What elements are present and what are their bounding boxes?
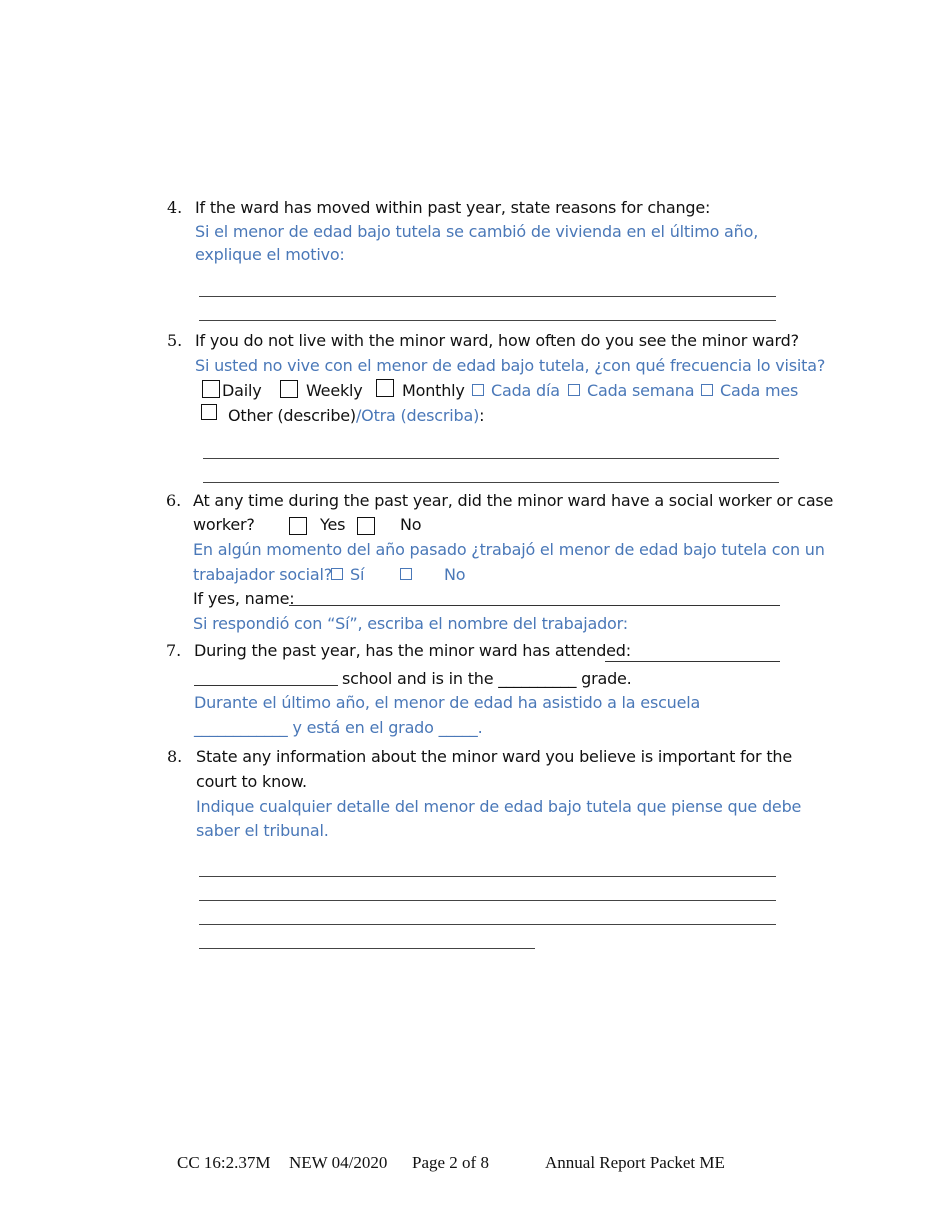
q8-answer-line-4[interactable] bbox=[199, 948, 535, 949]
q8-answer-line-1[interactable] bbox=[199, 876, 776, 877]
footer-title: Annual Report Packet ME bbox=[545, 1153, 725, 1172]
no-checkbox[interactable] bbox=[357, 517, 375, 535]
other-checkbox[interactable] bbox=[201, 404, 217, 420]
q5-answer-line-1[interactable] bbox=[203, 458, 779, 459]
footer-edition: NEW 04/2020 bbox=[289, 1153, 388, 1172]
if-yes-name-label-es: Si respondió con “Sí”, escriba el nombre del trabajador: bbox=[193, 614, 628, 633]
q5-answer-line-2[interactable] bbox=[203, 482, 779, 483]
school-name-field-continued[interactable] bbox=[194, 685, 338, 686]
q7-question-es-line2: ____________ y está en el grado _____. bbox=[194, 718, 483, 737]
q4-number: 4. bbox=[167, 198, 183, 217]
si-checkbox[interactable] bbox=[331, 568, 343, 580]
q4-answer-line-1[interactable] bbox=[199, 296, 776, 297]
q8-answer-line-2[interactable] bbox=[199, 900, 776, 901]
q6-question-en-line2: worker? bbox=[193, 515, 255, 534]
other-label bbox=[228, 406, 484, 425]
if-yes-name-label: If yes, name: bbox=[193, 589, 295, 608]
q4-answer-line-2[interactable] bbox=[199, 320, 776, 321]
q6-question-es-line2: trabajador social? bbox=[193, 565, 332, 584]
monthly-label: Monthly bbox=[402, 381, 465, 400]
other-colon: : bbox=[479, 406, 485, 425]
footer-page-number: Page 2 of 8 bbox=[412, 1153, 489, 1172]
daily-label: Daily bbox=[222, 381, 262, 400]
q6-question-en-line1: At any time during the past year, did the minor ward have a social worker or case bbox=[193, 491, 834, 510]
cada-mes-label: Cada mes bbox=[720, 381, 799, 400]
q7-question-es-line1: Durante el último año, el menor de edad ha asistido a la escuela bbox=[194, 693, 701, 712]
no-es-label: No bbox=[444, 565, 466, 584]
q4-question-es-line1: Si el menor de edad bajo tutela se cambió de vivienda en el último año, bbox=[195, 222, 759, 241]
school-name-field[interactable] bbox=[605, 661, 780, 662]
q8-question-es-line2: saber el tribunal. bbox=[196, 821, 329, 840]
monthly-checkbox[interactable] bbox=[376, 379, 394, 397]
q5-question-en: If you do not live with the minor ward, how often do you see the minor ward? bbox=[195, 331, 799, 350]
cada-semana-checkbox[interactable] bbox=[568, 384, 580, 396]
cada-mes-checkbox[interactable] bbox=[701, 384, 713, 396]
footer-form-code: CC 16:2.37M bbox=[177, 1153, 271, 1172]
q4-question-en: If the ward has moved within past year, state reasons for change: bbox=[195, 198, 711, 217]
daily-checkbox[interactable] bbox=[202, 380, 220, 398]
q7-number: 7. bbox=[166, 641, 182, 660]
q6-number: 6. bbox=[166, 491, 182, 510]
q5-number: 5. bbox=[167, 331, 183, 350]
q8-answer-line-3[interactable] bbox=[199, 924, 776, 925]
q7-question-en-line2: school and is in the __________ grade. bbox=[342, 669, 632, 688]
other-label-es: Otra (describa) bbox=[361, 406, 480, 425]
q8-number: 8. bbox=[167, 747, 183, 766]
other-separator: / bbox=[355, 406, 362, 425]
no-es-checkbox[interactable] bbox=[400, 568, 412, 580]
q8-question-es-line1: Indique cualquier detalle del menor de edad bajo tutela que piense que debe bbox=[196, 797, 802, 816]
yes-checkbox[interactable] bbox=[289, 517, 307, 535]
q8-question-en-line2: court to know. bbox=[196, 772, 307, 791]
yes-label: Yes bbox=[320, 515, 346, 534]
no-label: No bbox=[400, 515, 422, 534]
cada-dia-checkbox[interactable] bbox=[472, 384, 484, 396]
social-worker-name-field[interactable] bbox=[289, 605, 780, 606]
weekly-checkbox[interactable] bbox=[280, 380, 298, 398]
q7-question-en-line1: During the past year, has the minor ward has attended: bbox=[194, 641, 631, 660]
q6-question-es-line1: En algún momento del año pasado ¿trabajó el menor de edad bajo tutela con un bbox=[193, 540, 825, 559]
q5-question-es: Si usted no vive con el menor de edad bajo tutela, ¿con qué frecuencia lo visita? bbox=[195, 356, 826, 375]
si-label: Sí bbox=[350, 565, 365, 584]
cada-dia-label: Cada día bbox=[491, 381, 560, 400]
q4-question-es-line2: explique el motivo: bbox=[195, 245, 345, 264]
cada-semana-label: Cada semana bbox=[587, 381, 695, 400]
weekly-label: Weekly bbox=[306, 381, 363, 400]
other-label-en: Other (describe) bbox=[228, 406, 356, 425]
q8-question-en-line1: State any information about the minor ward you believe is important for the bbox=[196, 747, 792, 766]
